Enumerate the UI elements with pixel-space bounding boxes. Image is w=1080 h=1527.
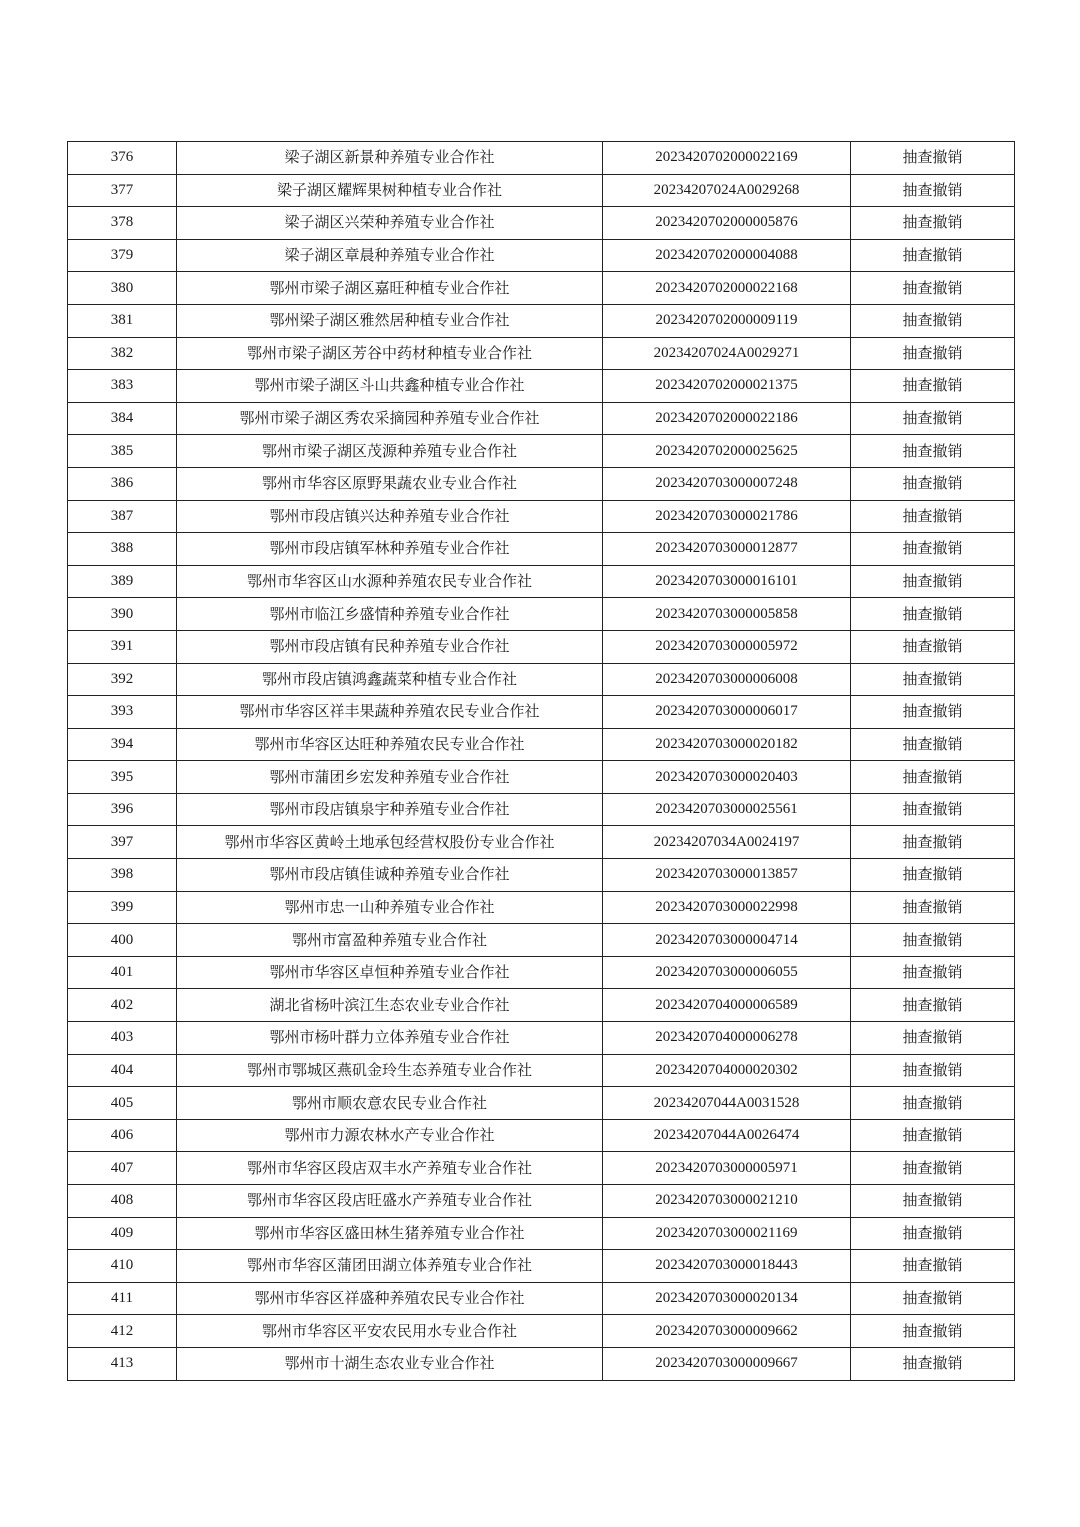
status-cell: 抽查撤销 bbox=[851, 1250, 1015, 1283]
cooperative-name-cell: 鄂州市华容区黄岭土地承包经营权股份专业合作社 bbox=[177, 826, 603, 859]
table-row bbox=[68, 565, 1015, 598]
status-cell: 抽查撤销 bbox=[851, 272, 1015, 305]
row-number-cell: 410 bbox=[68, 1250, 177, 1283]
cooperative-name-cell: 鄂州市杨叶群力立体养殖专业合作社 bbox=[177, 1022, 603, 1055]
cooperative-revocation-table bbox=[67, 141, 1015, 1381]
table-row bbox=[68, 728, 1015, 761]
table-row bbox=[68, 1250, 1015, 1283]
registration-code-cell: 2023420703000021169 bbox=[603, 1217, 851, 1250]
table-row bbox=[68, 1347, 1015, 1380]
table-row bbox=[68, 174, 1015, 207]
cooperative-name-cell: 鄂州市华容区山水源种养殖农民专业合作社 bbox=[177, 565, 603, 598]
table-row bbox=[68, 337, 1015, 370]
status-cell: 抽查撤销 bbox=[851, 1087, 1015, 1120]
status-cell: 抽查撤销 bbox=[851, 337, 1015, 370]
cooperative-name-cell: 鄂州市华容区原野果蔬农业专业合作社 bbox=[177, 467, 603, 500]
registration-code-cell: 2023420703000013857 bbox=[603, 859, 851, 892]
status-cell: 抽查撤销 bbox=[851, 1217, 1015, 1250]
table-row bbox=[68, 1185, 1015, 1218]
registration-code-cell: 2023420703000005972 bbox=[603, 630, 851, 663]
row-number-cell: 398 bbox=[68, 859, 177, 892]
cooperative-name-cell: 鄂州市华容区盛田林生猪养殖专业合作社 bbox=[177, 1217, 603, 1250]
table-row bbox=[68, 598, 1015, 631]
status-cell: 抽查撤销 bbox=[851, 500, 1015, 533]
cooperative-name-cell: 鄂州市段店镇泉宇种养殖专业合作社 bbox=[177, 793, 603, 826]
row-number-cell: 397 bbox=[68, 826, 177, 859]
row-number-cell: 379 bbox=[68, 239, 177, 272]
registration-code-cell: 2023420703000012877 bbox=[603, 533, 851, 566]
registration-code-cell: 2023420703000006017 bbox=[603, 696, 851, 729]
registration-code-cell: 2023420703000020182 bbox=[603, 728, 851, 761]
cooperative-name-cell: 鄂州市华容区达旺种养殖农民专业合作社 bbox=[177, 728, 603, 761]
registration-code-cell: 2023420703000005971 bbox=[603, 1152, 851, 1185]
row-number-cell: 404 bbox=[68, 1054, 177, 1087]
table-row bbox=[68, 989, 1015, 1022]
table-row bbox=[68, 1022, 1015, 1055]
table-row bbox=[68, 467, 1015, 500]
registration-code-cell: 2023420702000009119 bbox=[603, 304, 851, 337]
row-number-cell: 401 bbox=[68, 956, 177, 989]
cooperative-name-cell: 梁子湖区兴荣种养殖专业合作社 bbox=[177, 207, 603, 240]
table-row bbox=[68, 696, 1015, 729]
status-cell: 抽查撤销 bbox=[851, 402, 1015, 435]
registration-code-cell: 2023420702000022169 bbox=[603, 142, 851, 175]
status-cell: 抽查撤销 bbox=[851, 142, 1015, 175]
cooperative-name-cell: 鄂州梁子湖区雅然居种植专业合作社 bbox=[177, 304, 603, 337]
row-number-cell: 403 bbox=[68, 1022, 177, 1055]
row-number-cell: 399 bbox=[68, 891, 177, 924]
row-number-cell: 408 bbox=[68, 1185, 177, 1218]
row-number-cell: 384 bbox=[68, 402, 177, 435]
registration-code-cell: 2023420703000016101 bbox=[603, 565, 851, 598]
status-cell: 抽查撤销 bbox=[851, 728, 1015, 761]
registration-code-cell: 20234207024A0029268 bbox=[603, 174, 851, 207]
status-cell: 抽查撤销 bbox=[851, 207, 1015, 240]
table-row bbox=[68, 761, 1015, 794]
status-cell: 抽查撤销 bbox=[851, 989, 1015, 1022]
registration-code-cell: 2023420703000009662 bbox=[603, 1315, 851, 1348]
registration-code-cell: 2023420704000020302 bbox=[603, 1054, 851, 1087]
status-cell: 抽查撤销 bbox=[851, 565, 1015, 598]
cooperative-name-cell: 鄂州市段店镇有民种养殖专业合作社 bbox=[177, 630, 603, 663]
status-cell: 抽查撤销 bbox=[851, 1185, 1015, 1218]
cooperative-name-cell: 鄂州市华容区平安农民用水专业合作社 bbox=[177, 1315, 603, 1348]
row-number-cell: 386 bbox=[68, 467, 177, 500]
row-number-cell: 376 bbox=[68, 142, 177, 175]
status-cell: 抽查撤销 bbox=[851, 1022, 1015, 1055]
status-cell: 抽查撤销 bbox=[851, 467, 1015, 500]
row-number-cell: 383 bbox=[68, 370, 177, 403]
table-row bbox=[68, 142, 1015, 175]
status-cell: 抽查撤销 bbox=[851, 435, 1015, 468]
registration-code-cell: 2023420703000006008 bbox=[603, 663, 851, 696]
registration-code-cell: 2023420703000020134 bbox=[603, 1282, 851, 1315]
status-cell: 抽查撤销 bbox=[851, 761, 1015, 794]
row-number-cell: 394 bbox=[68, 728, 177, 761]
status-cell: 抽查撤销 bbox=[851, 533, 1015, 566]
table-row bbox=[68, 630, 1015, 663]
registration-code-cell: 2023420703000005858 bbox=[603, 598, 851, 631]
row-number-cell: 377 bbox=[68, 174, 177, 207]
status-cell: 抽查撤销 bbox=[851, 826, 1015, 859]
status-cell: 抽查撤销 bbox=[851, 1054, 1015, 1087]
cooperative-name-cell: 鄂州市华容区祥盛种养殖农民专业合作社 bbox=[177, 1282, 603, 1315]
row-number-cell: 392 bbox=[68, 663, 177, 696]
cooperative-name-cell: 鄂州市华容区卓恒种养殖专业合作社 bbox=[177, 956, 603, 989]
registration-code-cell: 2023420703000022998 bbox=[603, 891, 851, 924]
registration-code-cell: 2023420704000006589 bbox=[603, 989, 851, 1022]
table-row bbox=[68, 1087, 1015, 1120]
registration-code-cell: 2023420702000021375 bbox=[603, 370, 851, 403]
status-cell: 抽查撤销 bbox=[851, 1347, 1015, 1380]
cooperative-name-cell: 鄂州市梁子湖区嘉旺种植专业合作社 bbox=[177, 272, 603, 305]
status-cell: 抽查撤销 bbox=[851, 1119, 1015, 1152]
cooperative-name-cell: 湖北省杨叶滨江生态农业专业合作社 bbox=[177, 989, 603, 1022]
table-row bbox=[68, 956, 1015, 989]
status-cell: 抽查撤销 bbox=[851, 304, 1015, 337]
cooperative-name-cell: 鄂州市华容区祥丰果蔬种养殖农民专业合作社 bbox=[177, 696, 603, 729]
status-cell: 抽查撤销 bbox=[851, 174, 1015, 207]
registration-code-cell: 20234207044A0026474 bbox=[603, 1119, 851, 1152]
registration-code-cell: 2023420702000004088 bbox=[603, 239, 851, 272]
table-row bbox=[68, 1282, 1015, 1315]
row-number-cell: 406 bbox=[68, 1119, 177, 1152]
registration-code-cell: 2023420702000005876 bbox=[603, 207, 851, 240]
table-row bbox=[68, 500, 1015, 533]
row-number-cell: 400 bbox=[68, 924, 177, 957]
row-number-cell: 395 bbox=[68, 761, 177, 794]
row-number-cell: 385 bbox=[68, 435, 177, 468]
status-cell: 抽查撤销 bbox=[851, 859, 1015, 892]
status-cell: 抽查撤销 bbox=[851, 370, 1015, 403]
row-number-cell: 407 bbox=[68, 1152, 177, 1185]
registration-code-cell: 2023420703000009667 bbox=[603, 1347, 851, 1380]
table-row bbox=[68, 663, 1015, 696]
table-row bbox=[68, 1152, 1015, 1185]
row-number-cell: 396 bbox=[68, 793, 177, 826]
table-body bbox=[68, 142, 1015, 1381]
registration-code-cell: 2023420702000022186 bbox=[603, 402, 851, 435]
row-number-cell: 378 bbox=[68, 207, 177, 240]
status-cell: 抽查撤销 bbox=[851, 793, 1015, 826]
table-row bbox=[68, 370, 1015, 403]
cooperative-name-cell: 鄂州市蒲团乡宏发种养殖专业合作社 bbox=[177, 761, 603, 794]
registration-code-cell: 2023420703000020403 bbox=[603, 761, 851, 794]
row-number-cell: 413 bbox=[68, 1347, 177, 1380]
status-cell: 抽查撤销 bbox=[851, 630, 1015, 663]
cooperative-name-cell: 鄂州市段店镇佳诚种养殖专业合作社 bbox=[177, 859, 603, 892]
registration-code-cell: 2023420703000025561 bbox=[603, 793, 851, 826]
status-cell: 抽查撤销 bbox=[851, 924, 1015, 957]
table-row bbox=[68, 435, 1015, 468]
row-number-cell: 411 bbox=[68, 1282, 177, 1315]
cooperative-name-cell: 鄂州市临江乡盛情种养殖专业合作社 bbox=[177, 598, 603, 631]
table-row bbox=[68, 1054, 1015, 1087]
registration-code-cell: 2023420703000021210 bbox=[603, 1185, 851, 1218]
status-cell: 抽查撤销 bbox=[851, 1152, 1015, 1185]
table-row bbox=[68, 1315, 1015, 1348]
registration-code-cell: 2023420702000022168 bbox=[603, 272, 851, 305]
cooperative-name-cell: 鄂州市忠一山种养殖专业合作社 bbox=[177, 891, 603, 924]
status-cell: 抽查撤销 bbox=[851, 598, 1015, 631]
cooperative-name-cell: 鄂州市富盈种养殖专业合作社 bbox=[177, 924, 603, 957]
table-row bbox=[68, 1119, 1015, 1152]
cooperative-name-cell: 鄂州市段店镇军林种养殖专业合作社 bbox=[177, 533, 603, 566]
status-cell: 抽查撤销 bbox=[851, 1282, 1015, 1315]
registration-code-cell: 2023420703000021786 bbox=[603, 500, 851, 533]
row-number-cell: 402 bbox=[68, 989, 177, 1022]
table-row bbox=[68, 272, 1015, 305]
registration-code-cell: 2023420704000006278 bbox=[603, 1022, 851, 1055]
table-row bbox=[68, 304, 1015, 337]
cooperative-name-cell: 梁子湖区新景种养殖专业合作社 bbox=[177, 142, 603, 175]
row-number-cell: 389 bbox=[68, 565, 177, 598]
cooperative-name-cell: 鄂州市梁子湖区芳谷中药材种植专业合作社 bbox=[177, 337, 603, 370]
cooperative-name-cell: 鄂州市段店镇兴达种养殖专业合作社 bbox=[177, 500, 603, 533]
row-number-cell: 393 bbox=[68, 696, 177, 729]
registration-code-cell: 20234207044A0031528 bbox=[603, 1087, 851, 1120]
registration-code-cell: 2023420703000004714 bbox=[603, 924, 851, 957]
table-row bbox=[68, 859, 1015, 892]
cooperative-name-cell: 鄂州市华容区段店旺盛水产养殖专业合作社 bbox=[177, 1185, 603, 1218]
cooperative-name-cell: 鄂州市华容区段店双丰水产养殖专业合作社 bbox=[177, 1152, 603, 1185]
table-row bbox=[68, 924, 1015, 957]
status-cell: 抽查撤销 bbox=[851, 663, 1015, 696]
row-number-cell: 412 bbox=[68, 1315, 177, 1348]
row-number-cell: 380 bbox=[68, 272, 177, 305]
table-row bbox=[68, 239, 1015, 272]
cooperative-name-cell: 鄂州市梁子湖区茂源种养殖专业合作社 bbox=[177, 435, 603, 468]
status-cell: 抽查撤销 bbox=[851, 956, 1015, 989]
cooperative-name-cell: 鄂州市顺农意农民专业合作社 bbox=[177, 1087, 603, 1120]
cooperative-name-cell: 鄂州市华容区蒲团田湖立体养殖专业合作社 bbox=[177, 1250, 603, 1283]
cooperative-name-cell: 鄂州市段店镇鸿鑫蔬菜种植专业合作社 bbox=[177, 663, 603, 696]
table-row bbox=[68, 826, 1015, 859]
row-number-cell: 390 bbox=[68, 598, 177, 631]
table-row bbox=[68, 891, 1015, 924]
cooperative-name-cell: 梁子湖区耀辉果树种植专业合作社 bbox=[177, 174, 603, 207]
table-row bbox=[68, 793, 1015, 826]
row-number-cell: 382 bbox=[68, 337, 177, 370]
status-cell: 抽查撤销 bbox=[851, 891, 1015, 924]
row-number-cell: 381 bbox=[68, 304, 177, 337]
row-number-cell: 391 bbox=[68, 630, 177, 663]
cooperative-name-cell: 鄂州市十湖生态农业专业合作社 bbox=[177, 1347, 603, 1380]
row-number-cell: 409 bbox=[68, 1217, 177, 1250]
registration-code-cell: 20234207024A0029271 bbox=[603, 337, 851, 370]
registration-code-cell: 2023420703000007248 bbox=[603, 467, 851, 500]
table-row bbox=[68, 1217, 1015, 1250]
cooperative-name-cell: 鄂州市鄂城区燕矶金玲生态养殖专业合作社 bbox=[177, 1054, 603, 1087]
cooperative-name-cell: 鄂州市梁子湖区秀农采摘园种养殖专业合作社 bbox=[177, 402, 603, 435]
table-row bbox=[68, 402, 1015, 435]
row-number-cell: 388 bbox=[68, 533, 177, 566]
status-cell: 抽查撤销 bbox=[851, 696, 1015, 729]
status-cell: 抽查撤销 bbox=[851, 1315, 1015, 1348]
registration-code-cell: 2023420702000025625 bbox=[603, 435, 851, 468]
cooperative-name-cell: 鄂州市梁子湖区斗山共鑫种植专业合作社 bbox=[177, 370, 603, 403]
registration-code-cell: 2023420703000006055 bbox=[603, 956, 851, 989]
registration-code-cell: 2023420703000018443 bbox=[603, 1250, 851, 1283]
status-cell: 抽查撤销 bbox=[851, 239, 1015, 272]
cooperative-name-cell: 鄂州市力源农林水产专业合作社 bbox=[177, 1119, 603, 1152]
cooperative-name-cell: 梁子湖区章晨种养殖专业合作社 bbox=[177, 239, 603, 272]
table-row bbox=[68, 207, 1015, 240]
table-row bbox=[68, 533, 1015, 566]
row-number-cell: 387 bbox=[68, 500, 177, 533]
registration-code-cell: 20234207034A0024197 bbox=[603, 826, 851, 859]
row-number-cell: 405 bbox=[68, 1087, 177, 1120]
